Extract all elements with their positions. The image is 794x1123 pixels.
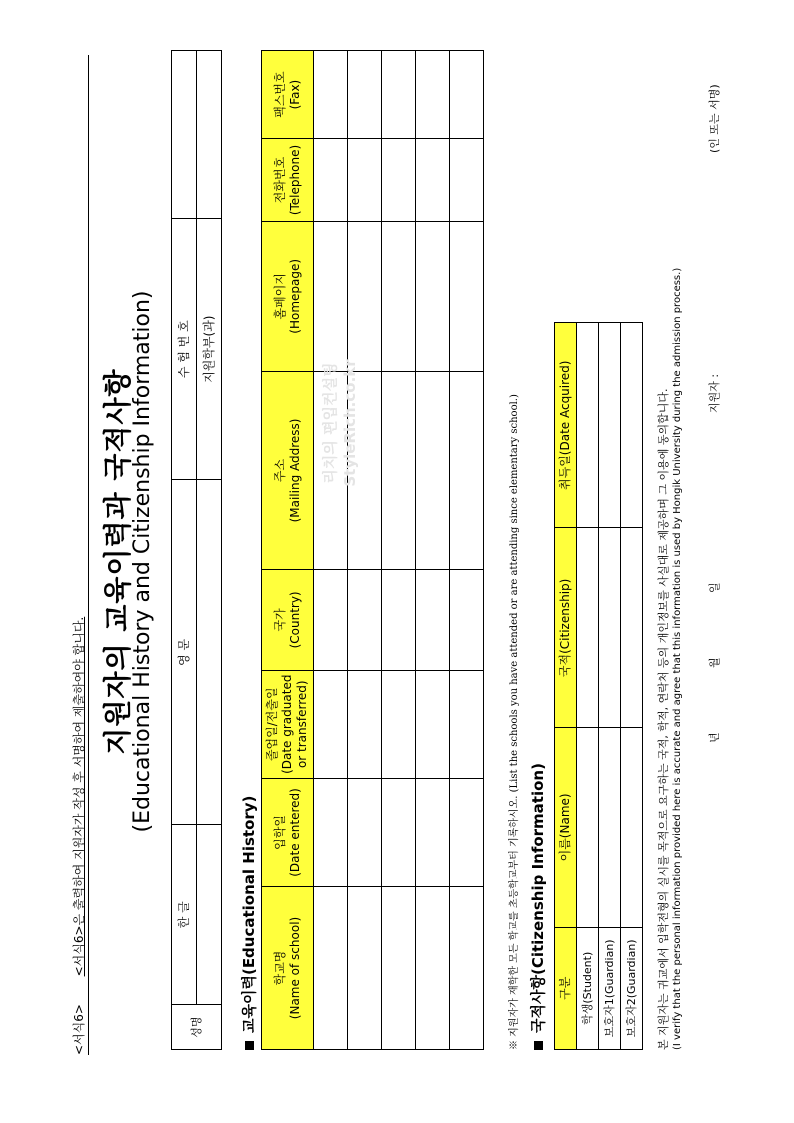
form-header (70, 55, 89, 1055)
row-student-label: 학생(Student) (577, 927, 599, 1049)
education-header-row (262, 51, 314, 1050)
consent-korean: 본 지원자는 귀교에서 입학전형의 실시를 목적으로 요구하는 국적, 학적, 연락처 등의 개인정보를 사실대로 제공하며 그 이용에 동의합니다. (657, 388, 670, 1050)
month-label: 월 (708, 657, 721, 668)
english-name-label: 영 문 (172, 480, 197, 825)
education-section-title: 교육이력(Educational History) (238, 796, 259, 1050)
col-school-name: 학교명 (Name of school) (262, 886, 314, 1049)
col-fax: 팩스번호 (Fax) (262, 51, 314, 139)
table-row (450, 51, 484, 1050)
citizenship-header-row (555, 323, 577, 1050)
form-number: <서식6> (72, 1004, 86, 1055)
row-guardian2-label: 보호자2(Guardian) (621, 927, 643, 1049)
col-address: 주소 (Mailing Address) (262, 371, 314, 570)
col-category: 구분 (555, 927, 577, 1049)
col-homepage: 홈페이지 (Homepage) (262, 221, 314, 371)
col-date-graduated: 졸업일/전출일 (Date graduated or transferred) (262, 670, 314, 778)
english-name-field[interactable] (197, 480, 222, 825)
year-label: 년 (708, 732, 721, 743)
table-row (621, 323, 643, 1050)
department-field[interactable] (197, 51, 222, 219)
korean-name-label: 한 글 (172, 825, 197, 1005)
form-instruction: <서식6>은 출력하여 지원자가 작성 후 서명하여 제출하여야 합니다. (72, 616, 86, 977)
table-row (416, 51, 450, 1050)
name-label: 성명 (172, 1005, 222, 1050)
page-title: 지원자의 교육이력과 국적사항 (101, 368, 134, 755)
citizenship-section-title: 국적사항(Citizenship Information) (527, 763, 548, 1050)
education-note: ※ 지원자가 재학한 모든 학교를 초등학교부터 기록하시오. (List the schools you have attended or are attending since elementary school.) (509, 394, 520, 1050)
consent-english: (I verify that the personal information provided here is accurate and agree that this information is used by Hongik University during the admission process.) (672, 267, 683, 1050)
col-citizenship: 국적(Citizenship) (555, 528, 577, 728)
table-row (577, 323, 599, 1050)
row-guardian1-label: 보호자1(Guardian) (599, 927, 621, 1049)
bullet-square-icon (245, 1041, 254, 1050)
col-country: 국가 (Country) (262, 570, 314, 670)
col-date-entered: 입학일 (Date entered) (262, 778, 314, 886)
table-row (599, 323, 621, 1050)
table-row (314, 51, 348, 1050)
col-name: 이름(Name) (555, 728, 577, 927)
department-label: 지원학부(과) (197, 218, 222, 479)
watermark: 리치의 편입컨설팅 StyleRich.co.kr (321, 359, 359, 487)
korean-name-field[interactable] (197, 825, 222, 1005)
col-telephone: 전화번호 (Telephone) (262, 139, 314, 222)
education-table (261, 50, 484, 1050)
page-subtitle: (Educational History and Citizenship Information) (130, 290, 155, 833)
table-row (382, 51, 416, 1050)
bullet-square-icon (534, 1041, 543, 1050)
exam-number-label: 수 험 번 호 (172, 218, 197, 479)
applicant-table (171, 50, 222, 1050)
table-row (348, 51, 382, 1050)
exam-number-field[interactable] (172, 51, 197, 219)
day-label: 일 (708, 582, 721, 593)
signature-seal-label: (인 또는 서명) (708, 84, 721, 153)
col-date-acquired: 취득일(Date Acquired) (555, 323, 577, 529)
applicant-signature-label: 지원자 : (708, 373, 721, 413)
citizenship-table (554, 322, 643, 1050)
